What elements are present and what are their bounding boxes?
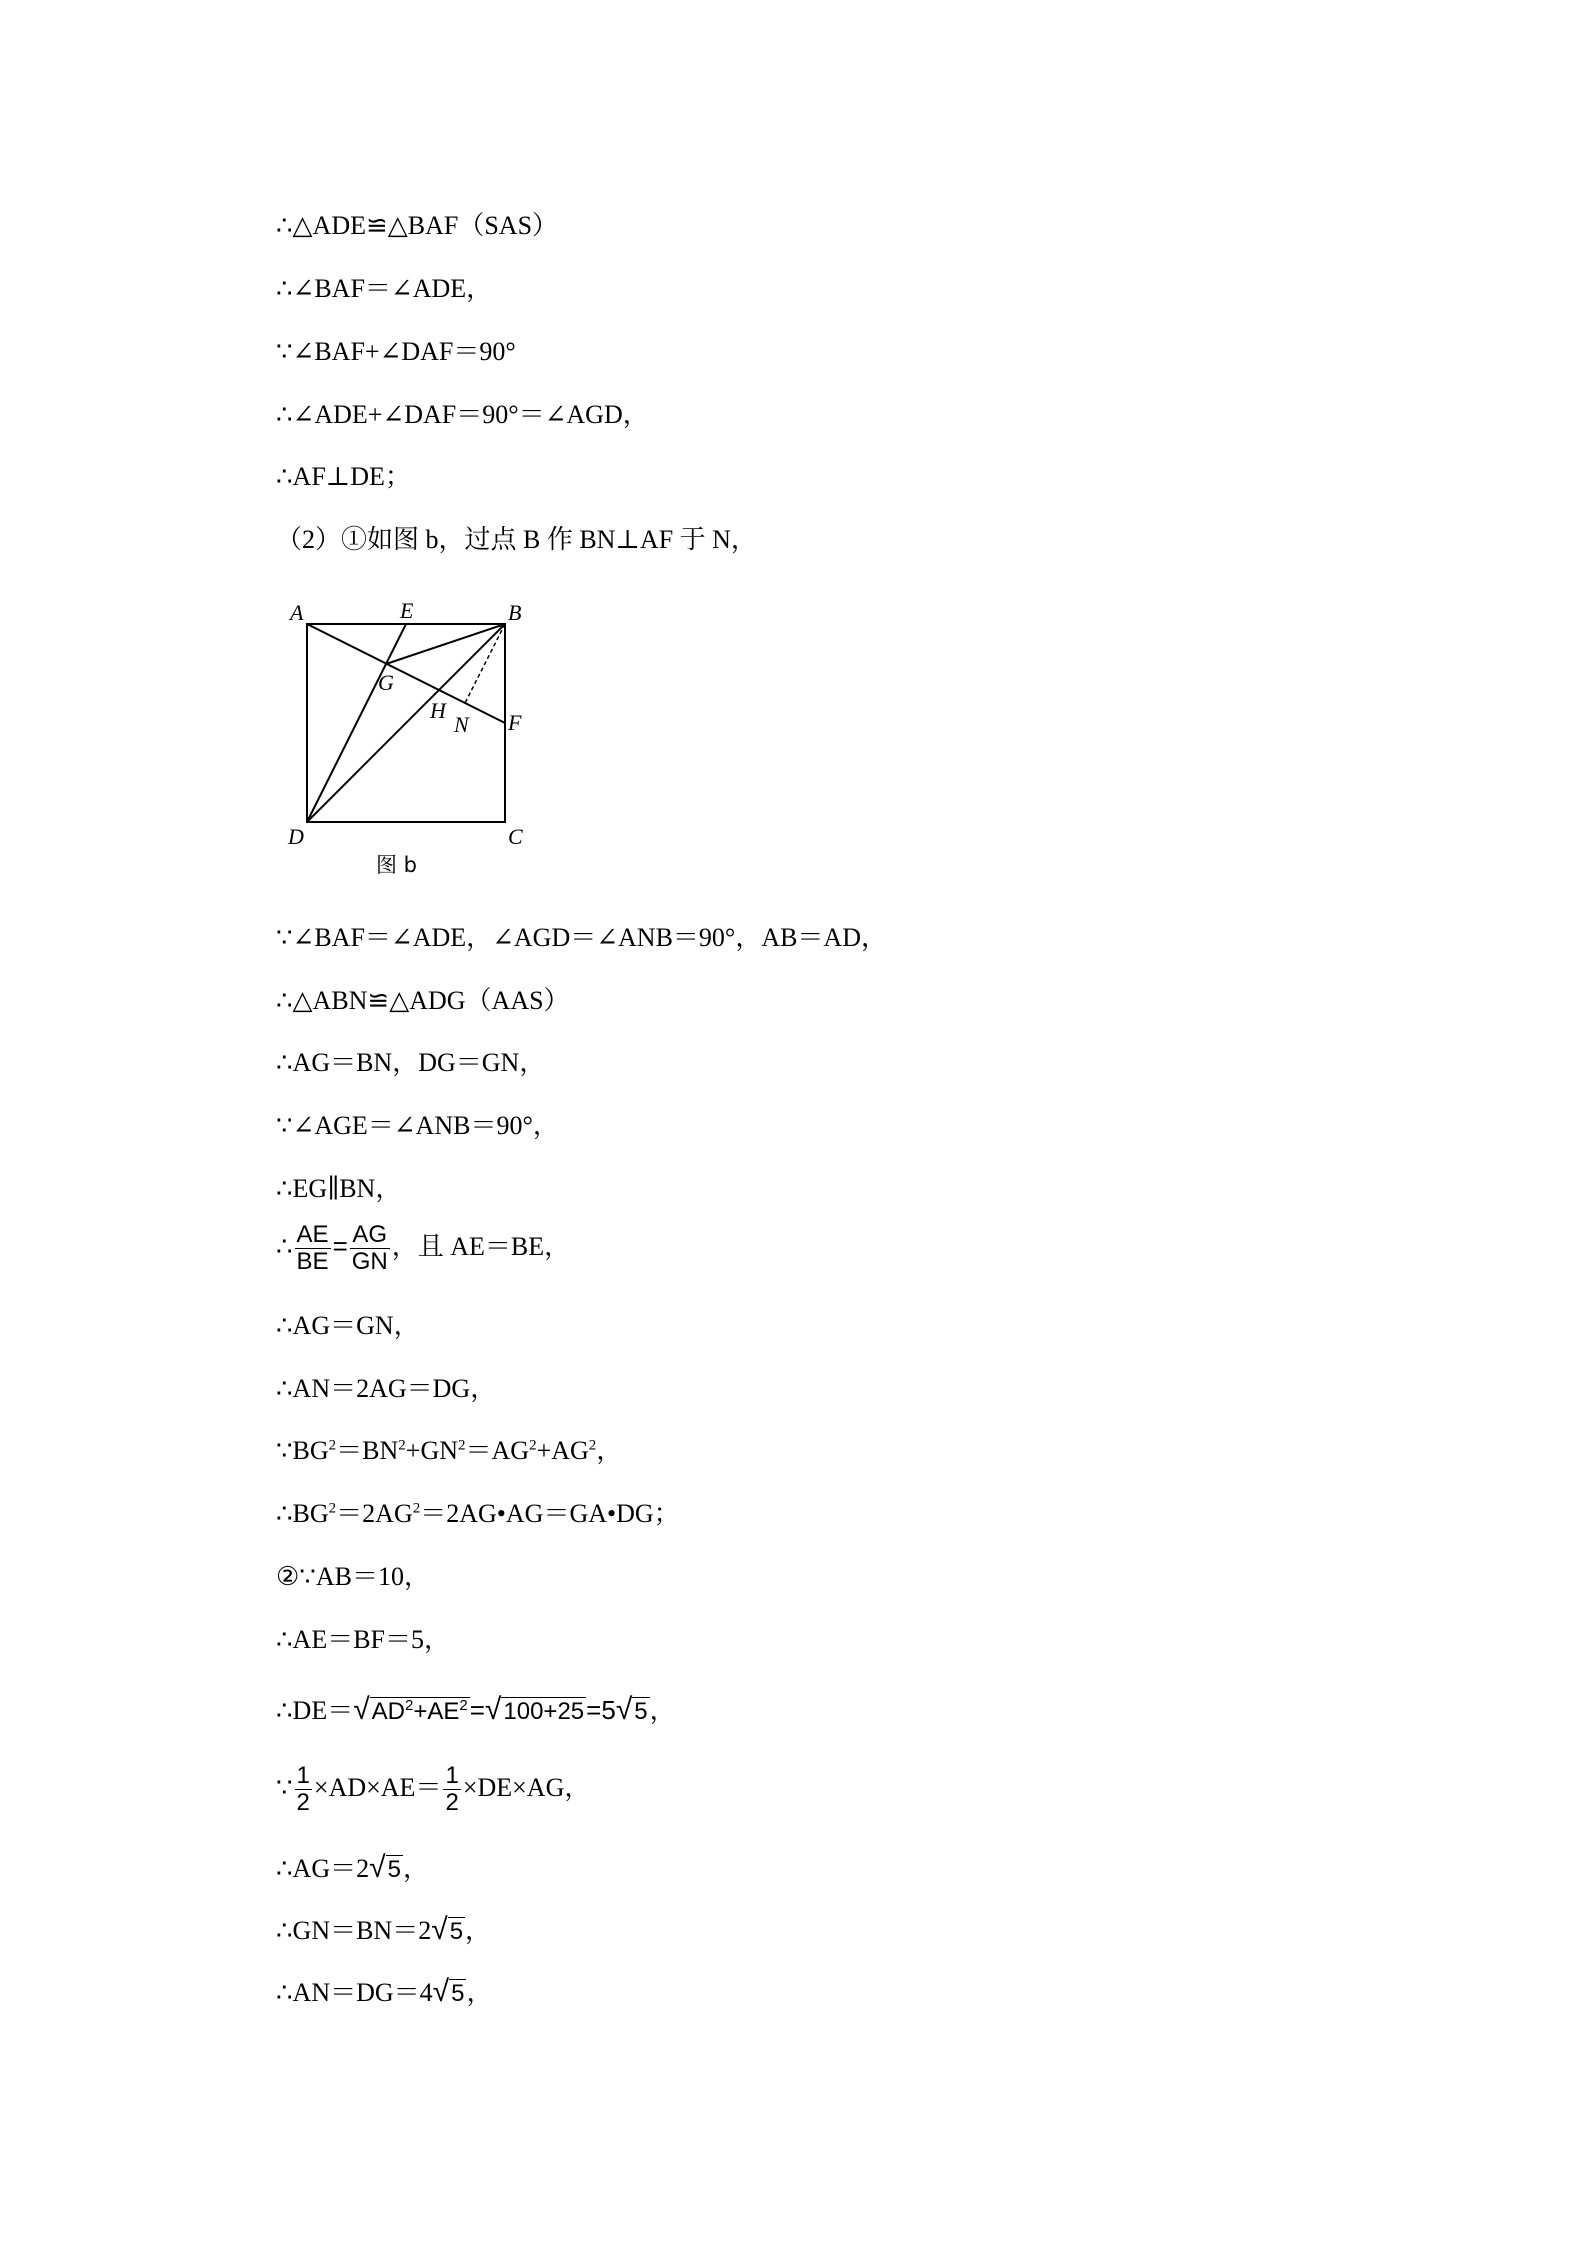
expr-part: =5 — [586, 1695, 616, 1725]
proof-line-4: ∴∠ADE+∠DAF＝90°＝∠AGD， — [276, 400, 649, 429]
fraction-numerator: 1 — [445, 1762, 459, 1789]
fraction-numerator: 1 — [296, 1762, 310, 1789]
proof-line-p2: ∴△ABN≌△ADG（AAS） — [276, 986, 570, 1015]
expr-part: ×AD×AE＝ — [313, 1772, 442, 1802]
because-symbol: ∵ — [276, 1772, 293, 1802]
exponent: 2 — [458, 1437, 466, 1454]
proof-line-p6 — [276, 1222, 570, 1276]
radicand: 100+25 — [503, 1698, 585, 1725]
equals-sign: = — [332, 1230, 348, 1261]
exponent: 2 — [529, 1437, 537, 1454]
expr-part: ， — [402, 1854, 429, 1883]
expr-part: ∴AN＝DG＝4 — [276, 1978, 433, 2007]
exponent: 2 — [328, 1500, 337, 1517]
expr-part: ， — [465, 1916, 492, 1945]
radical-5: √5 — [369, 1851, 401, 1884]
proof-line-p8: ∴AN＝2AG＝DG， — [276, 1374, 497, 1403]
exponent: 2 — [398, 1437, 406, 1454]
expr-part: ∴AG＝2 — [276, 1854, 370, 1883]
label-n: N — [454, 712, 469, 737]
fraction-numerator: AG — [350, 1222, 390, 1249]
proof-line-p17 — [276, 1972, 493, 2009]
radical-100-25: √100+25 — [484, 1693, 585, 1726]
expr-part: ∴GN＝BN＝2 — [276, 1916, 432, 1945]
proof-line-2: ∴∠BAF＝∠ADE， — [276, 274, 493, 303]
proof-line-p9 — [276, 1430, 622, 1467]
fraction-denominator: GN — [351, 1248, 388, 1276]
proof-line-p13 — [276, 1690, 676, 1727]
proof-line-p12: ∴AE＝BF＝5， — [276, 1625, 451, 1654]
proof-line-5: ∴AF⊥DE； — [276, 462, 411, 491]
radical-5: √5 — [432, 1975, 465, 2008]
expr-part: ＝BN — [336, 1436, 399, 1465]
exponent: 2 — [459, 1697, 468, 1714]
proof-line-p16 — [276, 1910, 491, 1947]
segment-db — [307, 624, 505, 822]
exponent: 2 — [412, 1500, 421, 1517]
expr-part: ＝2AG — [336, 1499, 413, 1528]
expr-part: ∴DE＝ — [276, 1696, 354, 1725]
label-g: G — [378, 670, 394, 695]
label-f: F — [508, 710, 522, 735]
expr-part: ， — [596, 1436, 623, 1465]
expr-part: ∴BG — [276, 1499, 329, 1528]
radicand: 5 — [449, 1918, 464, 1945]
radicand: 5 — [387, 1856, 401, 1883]
radicand-part: AD — [371, 1698, 406, 1725]
geometry-figure-b — [282, 588, 542, 888]
part-2-intro: （2）①如图 b，过点 B 作 BN⊥AF 于 N， — [276, 525, 757, 554]
radical-5: √5 — [615, 1693, 648, 1726]
fraction-denominator: 2 — [445, 1789, 459, 1817]
expr-part: +GN — [405, 1436, 459, 1465]
radicand-part: +AE — [413, 1698, 460, 1725]
proof-line-p15 — [276, 1848, 429, 1885]
proof-line-p3: ∴AG＝BN，DG＝GN， — [276, 1048, 546, 1077]
proof-line-p14 — [276, 1763, 590, 1817]
proof-line-1: ∴△ADE≌△BAF（SAS） — [276, 211, 559, 240]
proof-line-p11: ②∵AB＝10， — [276, 1562, 430, 1591]
segment-af — [307, 624, 505, 723]
expr-part: +AG — [536, 1436, 589, 1465]
fraction-ag-gn — [350, 1222, 390, 1276]
expr-part: ＝AG — [465, 1436, 530, 1465]
expr-part: ＝2AG•AG＝GA•DG； — [420, 1499, 680, 1528]
radical-5: √5 — [431, 1913, 464, 1946]
proof-line-p7: ∴AG＝GN， — [276, 1311, 420, 1340]
exponent: 2 — [328, 1437, 337, 1454]
radicand: 5 — [634, 1698, 648, 1725]
radicand: 5 — [451, 1980, 465, 2007]
equals-sign: = — [469, 1695, 485, 1725]
label-a: A — [290, 600, 304, 625]
proof-line-p5: ∴EG∥BN， — [276, 1174, 402, 1203]
fraction-numerator: AE — [296, 1221, 329, 1248]
proof-line-3: ∵∠BAF+∠DAF＝90° — [276, 337, 516, 366]
fraction-ae-be — [295, 1222, 331, 1276]
expr-part: ×DE×AG， — [462, 1772, 591, 1802]
label-b: B — [508, 600, 522, 625]
segment-de — [307, 624, 406, 822]
therefore-symbol: ∴ — [276, 1231, 293, 1261]
expr-part: ∵BG — [276, 1436, 329, 1465]
exponent: 2 — [405, 1697, 414, 1714]
fraction-one-half — [443, 1763, 460, 1817]
label-e: E — [400, 598, 414, 623]
label-h: H — [430, 698, 446, 723]
exponent: 2 — [588, 1437, 597, 1454]
proof-line-p4: ∵∠AGE＝∠ANB＝90°， — [276, 1111, 559, 1140]
expr-part: ， — [466, 1978, 493, 2007]
radical-ad-ae: $√AD^2+AE^2$ — [353, 1693, 468, 1726]
fraction-one-half — [295, 1763, 312, 1817]
figure-caption: 图 b — [376, 853, 418, 877]
label-d: D — [288, 824, 304, 849]
proof-line-p10 — [276, 1493, 680, 1530]
proof-line-p1: ∵∠BAF＝∠ADE，∠AGD＝∠ANB＝90°，AB＝AD， — [276, 923, 887, 952]
label-c: C — [508, 824, 523, 849]
condition-text: ，且 AE＝BE， — [391, 1231, 571, 1261]
expr-part: ， — [649, 1696, 676, 1725]
fraction-denominator: 2 — [296, 1789, 310, 1817]
fraction-denominator: BE — [296, 1248, 329, 1276]
